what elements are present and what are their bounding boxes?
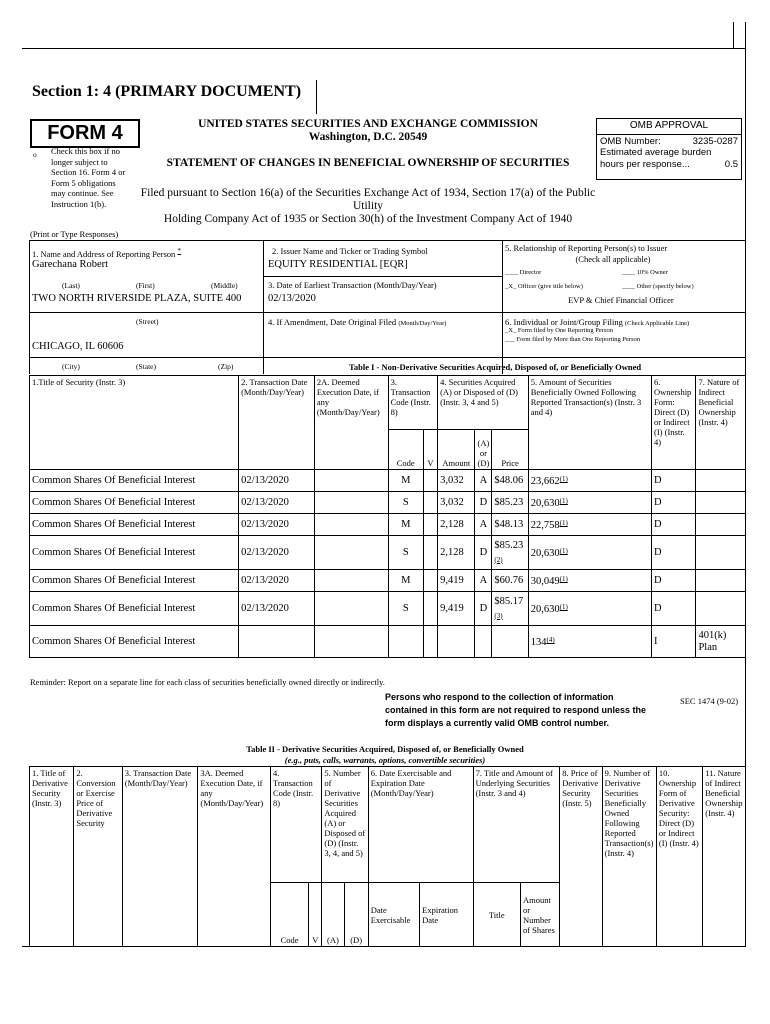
transaction-code: S — [388, 592, 423, 626]
title-cursor — [316, 80, 317, 114]
v-flag — [423, 592, 437, 626]
deemed-date — [314, 626, 388, 658]
t1-h-nature: 7. Nature of Indirect Beneficial Ownership (Instr. 4) — [696, 376, 746, 470]
owned-value: 30,049 — [530, 576, 560, 587]
print-type: (Print or Type Responses) — [30, 229, 119, 239]
owned-value: 20,630 — [530, 604, 560, 615]
security-title: Common Shares Of Beneficial Interest — [30, 492, 239, 514]
price-value: $48.06 — [494, 474, 524, 486]
transaction-code: M — [388, 470, 423, 492]
omb-title: OMB APPROVAL — [597, 119, 741, 135]
share-price — [492, 570, 528, 592]
omb-number-label: OMB Number: — [600, 135, 661, 147]
omb-hours-label: hours per response... — [600, 158, 690, 170]
price-value: $60.76 — [494, 574, 524, 586]
price-value: $85.23 — [494, 539, 524, 551]
t2-h-title: 1. Title of Derivative Security (Instr. 3) — [30, 767, 74, 947]
table-row — [30, 470, 746, 492]
top-rule-right — [733, 22, 734, 48]
middle-label: (Middle) — [211, 281, 238, 290]
statement-title: STATEMENT OF CHANGES IN BENEFICIAL OWNERSHIP OF SECURITIES — [166, 157, 570, 169]
deemed-date — [314, 492, 388, 514]
table-row — [30, 536, 746, 570]
t1-h-title: 1.Title of Security (Instr. 3) — [30, 376, 239, 470]
acquired-disposed: D — [475, 592, 492, 626]
acquired-disposed: D — [475, 492, 492, 514]
table-row — [30, 626, 746, 658]
acquired-disposed: A — [475, 570, 492, 592]
t2-h-deemed: 3A. Deemed Execution Date, if any (Month/Day/Year) — [198, 767, 271, 947]
t1-h-form: 6. Ownership Form: Direct (D) or Indirect (I) (Instr. 4) — [652, 376, 696, 470]
street-label: (Street) — [136, 317, 159, 326]
price-value: $85.23 — [494, 496, 524, 508]
sec-code: SEC 1474 (9-02) — [680, 696, 739, 706]
t2-h-a: (A) — [322, 883, 344, 947]
owned-following — [528, 592, 651, 626]
t1-h-acquired: 4. Securities Acquired (A) or Disposed of (D) (Instr. 3, 4 and 5) — [438, 376, 529, 430]
table-row — [30, 592, 746, 626]
hdr-line-left — [29, 240, 30, 374]
ownership-form: D — [652, 514, 696, 536]
t2-h-date-ex: Date Exercisable — [368, 883, 419, 947]
share-amount: 2,128 — [438, 514, 475, 536]
top-rule — [22, 48, 745, 49]
hdr-line-h3 — [29, 357, 263, 358]
t1-h-code-sub: Code — [388, 430, 423, 470]
nature-of-ownership — [696, 536, 746, 570]
ownership-form: D — [652, 592, 696, 626]
street-address: TWO NORTH RIVERSIDE PLAZA, SUITE 400 — [32, 293, 242, 304]
owned-following — [528, 492, 651, 514]
owned-following — [528, 570, 651, 592]
persons-notice: Persons who respond to the collection of information contained in this form are not required to respond unless the form displays a currently valid OMB control number. — [385, 692, 647, 728]
transaction-date: 02/13/2020 — [239, 514, 315, 536]
hdr-line-h2 — [29, 312, 745, 313]
owned-footnote-link[interactable]: (1) — [559, 547, 568, 555]
omb-number-value: 3235-0287 — [692, 135, 738, 147]
omb-hours-value: 0.5 — [724, 158, 738, 170]
reporting-person-name: Garechana Robert — [32, 259, 109, 270]
city-label: (City) — [62, 362, 80, 371]
owned-footnote-link[interactable]: (1) — [559, 575, 568, 583]
box4-label: 4. If Amendment, Date Original Filed (Month/Day/Year) — [268, 317, 447, 327]
owned-value: 23,662 — [530, 476, 560, 487]
transaction-date: 02/13/2020 — [239, 536, 315, 570]
box3-label: 3. Date of Earliest Transaction (Month/Day/Year) — [268, 280, 437, 290]
share-amount: 2,128 — [438, 536, 475, 570]
deemed-date — [314, 570, 388, 592]
t2-h-title-sub: Title — [473, 883, 520, 947]
owned-footnote-link[interactable]: (4) — [546, 636, 555, 644]
issuer-name: EQUITY RESIDENTIAL [EQR] — [268, 259, 408, 270]
t2-h-amount: Amount or Number of Shares — [520, 883, 559, 947]
transaction-date: 02/13/2020 — [239, 592, 315, 626]
transaction-code: S — [388, 492, 423, 514]
table2 — [29, 766, 746, 947]
state-label: (State) — [136, 362, 156, 371]
owned-following — [528, 514, 651, 536]
box2-label: 2. Issuer Name and Ticker or Trading Symbol — [272, 246, 428, 256]
deemed-date — [314, 470, 388, 492]
deemed-date — [314, 592, 388, 626]
owned-value: 20,630 — [530, 548, 560, 559]
t2-h-number: 5. Number of Derivative Securities Acquired (A) or Disposed of (D) (Instr. 3, 4, and 5) — [322, 767, 368, 883]
price-value: $85.17 — [494, 595, 524, 607]
other-option[interactable]: ____ Other (specify below) — [622, 283, 694, 290]
owned-footnote-link[interactable]: (1) — [559, 519, 568, 527]
price-footnote-link[interactable]: (2) — [494, 555, 503, 564]
ownership-form: D — [652, 492, 696, 514]
hdr-line-h1 — [263, 276, 502, 277]
last-label: (Last) — [62, 281, 80, 290]
hdr-line-top — [29, 240, 745, 241]
deemed-date — [314, 536, 388, 570]
owned-following — [528, 626, 651, 658]
security-title: Common Shares Of Beneficial Interest — [30, 592, 239, 626]
t1-h-code: 3. Transaction Code (Instr. 8) — [388, 376, 437, 430]
t2-h-date: 3. Transaction Date (Month/Day/Year) — [122, 767, 198, 947]
t1-h-deemed: 2A. Deemed Execution Date, if any (Month/Day/Year) — [314, 376, 388, 470]
ownership-form: D — [652, 536, 696, 570]
t2-h-code: 4. Transaction Code (Instr. 8) — [270, 767, 321, 883]
owned-footnote-link[interactable]: (1) — [559, 475, 568, 483]
share-price — [492, 626, 528, 658]
owned-following — [528, 470, 651, 492]
share-price — [492, 514, 528, 536]
t2-h-price: 8. Price of Derivative Security (Instr. 5) — [560, 767, 602, 947]
owned-value: 20,630 — [530, 498, 560, 509]
hdr-line-v1 — [263, 240, 264, 374]
nature-of-ownership — [696, 514, 746, 536]
owned-value: 134 — [530, 637, 547, 648]
nature-of-ownership — [696, 492, 746, 514]
share-amount: 9,419 — [438, 570, 475, 592]
omb-burden-label: Estimated average burden — [600, 147, 712, 158]
share-price — [492, 592, 528, 626]
box5-label: 5. Relationship of Reporting Person(s) to Issuer (Check all applicable) — [505, 243, 668, 264]
agency-name: UNITED STATES SECURITIES AND EXCHANGE COMMISSION Washington, D.C. 20549 — [198, 118, 538, 143]
v-flag — [423, 492, 437, 514]
box1-label: 1. Name and Address of Reporting Person * — [32, 247, 181, 259]
transaction-date: 02/13/2020 — [239, 570, 315, 592]
share-amount — [438, 626, 475, 658]
t2-h-underlying: 7. Title and Amount of Underlying Securities (Instr. 3 and 4) — [473, 767, 560, 883]
t2-h-code-sub: Code — [270, 883, 308, 947]
t1-h-amount: Amount — [438, 430, 475, 470]
nature-of-ownership — [696, 570, 746, 592]
officer-title: EVP & Chief Financial Officer — [568, 295, 674, 305]
owner-option[interactable]: ____ 10% Owner — [622, 269, 668, 276]
form-name: FORM 4 — [30, 119, 140, 148]
acquired-disposed — [475, 626, 492, 658]
table1 — [29, 375, 746, 658]
security-title: Common Shares Of Beneficial Interest — [30, 536, 239, 570]
security-title: Common Shares Of Beneficial Interest — [30, 570, 239, 592]
t2-h-v: V — [309, 883, 322, 947]
owned-footnote-link[interactable]: (1) — [559, 497, 568, 505]
transaction-code — [388, 626, 423, 658]
director-option[interactable]: ____ Director — [505, 269, 542, 276]
filing-option-one[interactable]: _X_ Form filed by One Reporting Person — [505, 327, 613, 334]
share-amount: 3,032 — [438, 470, 475, 492]
t1-h-owned: 5. Amount of Securities Beneficially Owned Following Reported Transaction(s) (Instr. 3 and 4) — [528, 376, 651, 470]
security-title: Common Shares Of Beneficial Interest — [30, 514, 239, 536]
t1-h-aord: (A) or (D) — [475, 430, 492, 470]
price-footnote-link[interactable]: (3) — [494, 611, 503, 620]
t2-h-form: 10. Ownership Form of Derivative Security: Direct (D) or Indirect (I) (Instr. 4) — [656, 767, 702, 947]
ownership-form: I — [652, 626, 696, 658]
owned-value: 22,758 — [530, 520, 560, 531]
reminder: Reminder: Report on a separate line for each class of securities beneficially owned directly or indirectly. — [30, 677, 385, 687]
check-box-text: Check this box if no longer subject to Section 16. Form 4 or Form 5 obligations may continue. See Instruction 1(b). — [51, 146, 126, 209]
box6-label: 6. Individual or Joint/Group Filing (Check Applicable Line) — [505, 317, 690, 327]
nature-of-ownership: 401(k) Plan — [696, 626, 746, 658]
acquired-disposed: A — [475, 514, 492, 536]
t2-h-exp: Expiration Date — [420, 883, 473, 947]
v-flag — [423, 536, 437, 570]
t1-h-date: 2. Transaction Date (Month/Day/Year) — [239, 376, 315, 470]
nature-of-ownership — [696, 592, 746, 626]
security-title: Common Shares Of Beneficial Interest — [30, 470, 239, 492]
nature-of-ownership — [696, 470, 746, 492]
omb-approval-box — [596, 118, 742, 180]
share-price — [492, 536, 528, 570]
security-title: Common Shares Of Beneficial Interest — [30, 626, 239, 658]
v-flag — [423, 626, 437, 658]
share-price — [492, 470, 528, 492]
table-row — [30, 492, 746, 514]
ownership-form: D — [652, 470, 696, 492]
v-flag — [423, 570, 437, 592]
t1-h-price: Price — [492, 430, 528, 470]
t2-h-d: (D) — [344, 883, 368, 947]
t2-h-nature: 11. Nature of Indirect Beneficial Ownership (Instr. 4) — [703, 767, 746, 947]
v-flag — [423, 514, 437, 536]
transaction-code: S — [388, 536, 423, 570]
filing-option-group[interactable]: ___ Form filed by More than One Reporting Person — [505, 336, 641, 343]
first-label: (First) — [136, 281, 155, 290]
transaction-code: M — [388, 570, 423, 592]
hdr-line-h4 — [263, 357, 745, 358]
owned-footnote-link[interactable]: (1) — [559, 603, 568, 611]
share-amount: 9,419 — [438, 592, 475, 626]
deemed-date — [314, 514, 388, 536]
earliest-transaction-date: 02/13/2020 — [268, 293, 316, 304]
table-row — [30, 514, 746, 536]
t2-h-owned: 9. Number of Derivative Securities Beneficially Owned Following Reported Transaction(s) (Instr. 4) — [602, 767, 656, 947]
zip-label: (Zip) — [218, 362, 234, 371]
acquired-disposed: A — [475, 470, 492, 492]
section-title: Section 1: 4 (PRIMARY DOCUMENT) — [32, 83, 302, 100]
transaction-date: 02/13/2020 — [239, 470, 315, 492]
share-amount: 3,032 — [438, 492, 475, 514]
officer-option[interactable]: _X_ Officer (give title below) — [505, 283, 583, 290]
city-address: CHICAGO, IL 60606 — [32, 341, 124, 352]
transaction-date: 02/13/2020 — [239, 492, 315, 514]
table2-title: Table II - Derivative Securities Acquired, Disposed of, or Beneficially Owned (e.g., puts, calls, warrants, options, convertible securities) — [246, 744, 524, 765]
t1-h-v: V — [423, 430, 437, 470]
table1-title: Table I - Non-Derivative Securities Acquired, Disposed of, or Beneficially Owned — [349, 362, 642, 372]
filed-pursuant: Filed pursuant to Section 16(a) of the Securities Exchange Act of 1934, Section 17(a) of the Public Utility Holding Company Act of 1935 or Section 30(h) of the Investment Company Act of 1940 — [140, 187, 596, 225]
owned-following — [528, 536, 651, 570]
acquired-disposed: D — [475, 536, 492, 570]
share-price — [492, 492, 528, 514]
ownership-form: D — [652, 570, 696, 592]
t2-h-exercisable: 6. Date Exercisable and Expiration Date (Month/Day/Year) — [368, 767, 473, 883]
t2-h-conversion: 2. Conversion or Exercise Price of Derivative Security — [74, 767, 122, 947]
check-box-mark[interactable]: o — [33, 150, 37, 159]
transaction-date — [239, 626, 315, 658]
transaction-code: M — [388, 514, 423, 536]
v-flag — [423, 470, 437, 492]
price-value: $48.13 — [494, 518, 524, 530]
table-row — [30, 570, 746, 592]
